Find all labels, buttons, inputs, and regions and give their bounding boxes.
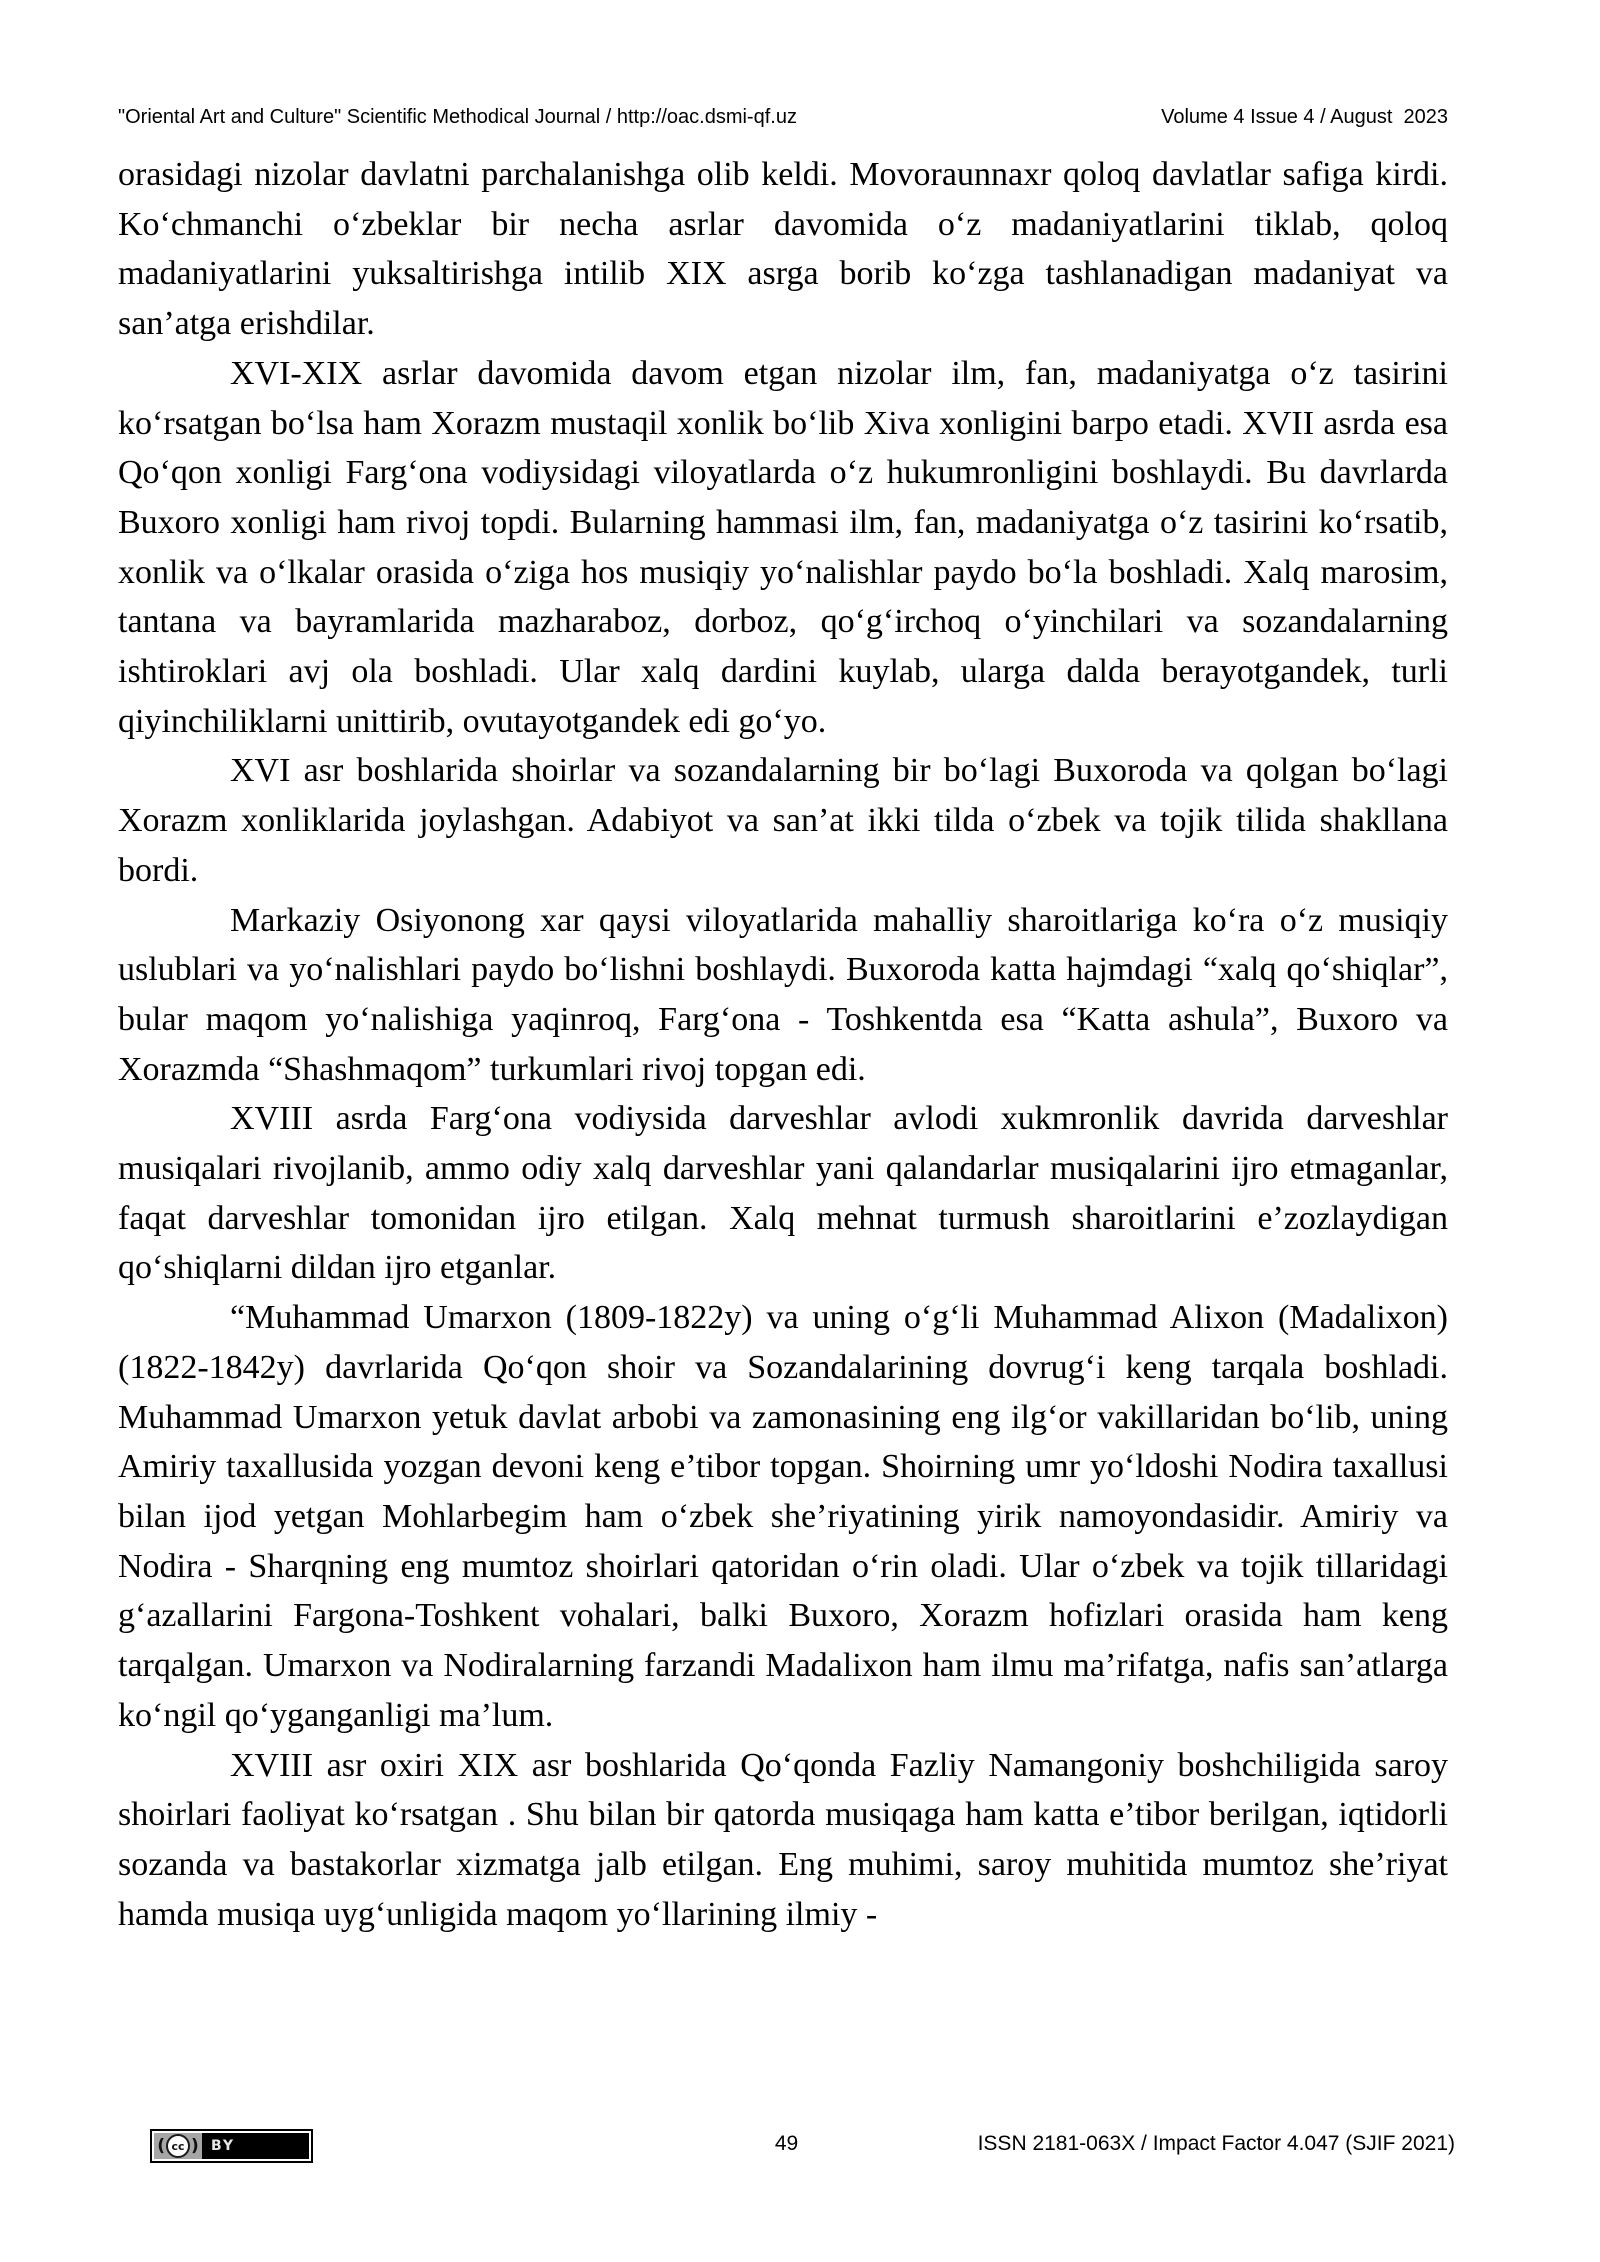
article-body (118, 150, 1448, 1939)
cc-logo-icon (154, 2133, 202, 2159)
issue-info-header: Volume 4 Issue 4 / August 2023 (1161, 106, 1448, 128)
cc-circle-icon: cc (166, 2134, 190, 2158)
issn-impact-factor: ISSN 2181-063X / Impact Factor 4.047 (SJIF 2021) (977, 2132, 1455, 2155)
paragraph: XVIII asrda Farg‘ona vodiysida darveshlar avlodi xukmronlik davrida darveshlar musiqalari rivojlanib, ammo odiy xalq darveshlar yani qalandarlar musiqalarini ijro etmaganlar, faqat darveshlar tomonidan ijro etilgan. Xalq mehnat turmush sharoitlarini e’zozlaydigan qo‘shiqlarni dildan ijro etganlar. (118, 1100, 1448, 1287)
page-footer (118, 2124, 1455, 2168)
paragraph: XVI-XIX asrlar davomida davom etgan nizolar ilm, fan, madaniyatga o‘z tasirini ko‘rsatgan bo‘lsa ham Xorazm mustaqil xonlik bo‘lib Xiva xonligini barpo etadi. XVII asrda esa Qo‘qon xonligi Farg‘ona vodiysidagi viloyatlarda o‘z hukumronligini boshlaydi. Bu davrlarda Buxoro xonligi ham rivoj topdi. Bularning hammasi ilm, fan, madaniyatga o‘z tasirini ko‘rsatib, xonlik va o‘lkalar orasida o‘ziga hos musiqiy yo‘nalishlar paydo bo‘la boshladi. Xalq marosim, tantana va bayramlarida mazharaboz, dorboz, qo‘g‘irchoq o‘yinchilari va sozandalarning ishtiroklari avj ola boshladi. Ular xalq dardini kuylab, ularga dalda berayotgandek, turli qiyinchiliklarni unittirib, ovutayotgandek edi go‘yo. (118, 354, 1448, 740)
cc-by-license-badge[interactable] (150, 2129, 313, 2163)
paragraph: “Muhammad Umarxon (1809-1822y) va uning o‘g‘li Muhammad Alixon (Madalixon) (1822-1842y) davrlarida Qo‘qon shoir va Sozandalarining dovrug‘i keng tarqala boshladi. Muhammad Umarxon yetuk davlat arbobi va zamonasining eng ilg‘or vakillaridan bo‘lib, uning Amiriy taxallusida yozgan devoni keng e’tibor topgan. Shoirning umr yo‘ldoshi Nodira taxallusi bilan ijod yetgan Mohlarbegim ham o‘zbek she’riyatining yirik namoyondasidir. Amiriy va Nodira - Sharqning eng mumtoz shoirlari qatoridan o‘rin oladi. Ular o‘zbek va tojik tillaridagi g‘azallarini Fargona-Toshkent vohalari, balki Buxoro, Xorazm hofizlari orasida ham keng tarqalgan. Umarxon va Nodiralarning farzandi Madalixon ham ilmu ma’rifatga, nafis san’atlarga ko‘ngil qo‘yganganligi ma’lum. (118, 1299, 1448, 1734)
page-header (118, 104, 1448, 130)
cc-by-label: BY (202, 2133, 309, 2159)
page-number: 49 (774, 2132, 799, 2155)
cc-right-arc: ) (191, 2135, 199, 2156)
cc-left-arc: ( (157, 2135, 165, 2156)
journal-title-header: "Oriental Art and Culture" Scientific Methodical Journal / http://oac.dsmi-qf.uz (118, 106, 797, 128)
paragraph: Markaziy Osiyonong xar qaysi viloyatlarida mahalliy sharoitlariga ko‘ra o‘z musiqiy uslublari va yo‘nalishlari paydo bo‘lishni boshlaydi. Buxoroda katta hajmdagi “xalq qo‘shiqlar”, bular maqom yo‘nalishiga yaqinroq, Farg‘ona - Toshkentda esa “Katta ashula”, Buxoro va Xorazmda “Shashmaqom” turkumlari rivoj topgan edi. (118, 901, 1448, 1088)
paragraph: XVIII asr oxiri XIX asr boshlarida Qo‘qonda Fazliy Namangoniy boshchiligida saroy shoirlari faoliyat ko‘rsatgan . Shu bilan bir qatorda musiqaga ham katta e’tibor berilgan, iqtidorli sozanda va bastakorlar xizmatga jalb etilgan. Eng muhimi, saroy muhitida mumtoz she’riyat hamda musiqa uyg‘unligida maqom yo‘llarining ilmiy - (118, 1746, 1448, 1933)
paragraph-continuation: orasidagi nizolar davlatni parchalanishga olib keldi. Movoraunnaxr qoloq davlatlar safiga kirdi. Ko‘chmanchi o‘zbeklar bir necha asrlar davomida o‘z madaniyatlarini tiklab, qoloq madaniyatlarini yuksaltirishga intilib XIX asrga borib ko‘zga tashlanadigan madaniyat va san’atga erishdilar. (118, 156, 1448, 343)
paragraph: XVI asr boshlarida shoirlar va sozandalarning bir bo‘lagi Buxoroda va qolgan bo‘lagi Xorazm xonliklarida joylashgan. Adabiyot va san’at ikki tilda o‘zbek va tojik tilida shakllana bordi. (118, 752, 1448, 889)
